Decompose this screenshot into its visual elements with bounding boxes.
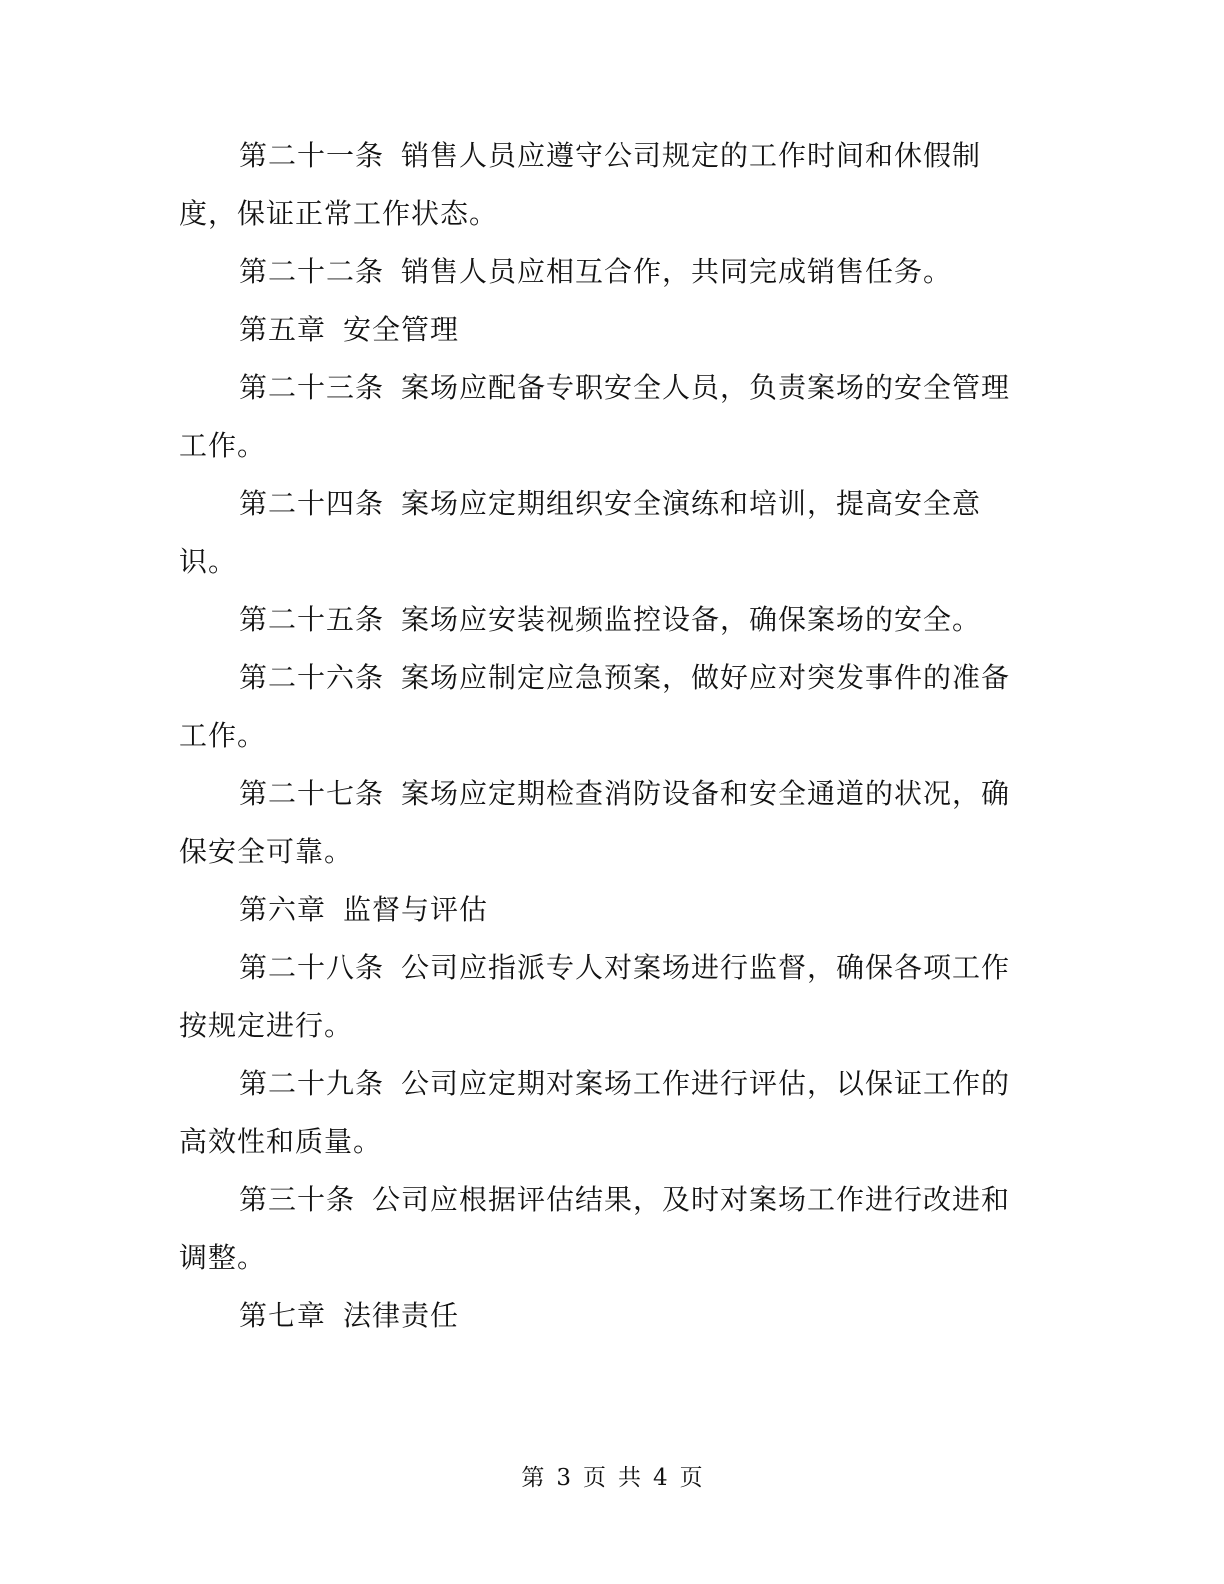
chapter-number: 第七章 bbox=[239, 1299, 327, 1332]
footer-prefix: 第 bbox=[521, 1465, 545, 1491]
page-footer bbox=[0, 1462, 1224, 1494]
paragraph-article-26 bbox=[179, 649, 1029, 765]
article-text: 案场应配备专职安全人员，负责案场的安全管理工作。 bbox=[179, 371, 1011, 462]
paragraph-article-28 bbox=[179, 939, 1029, 1055]
chapter-number: 第五章 bbox=[239, 313, 327, 346]
chapter-number: 第六章 bbox=[239, 893, 327, 926]
article-text: 公司应指派专人对案场进行监督，确保各项工作按规定进行。 bbox=[179, 951, 1011, 1042]
article-heading: 第二十六条 bbox=[239, 661, 385, 694]
article-heading: 第二十三条 bbox=[239, 371, 385, 404]
paragraph-article-23 bbox=[179, 359, 1029, 475]
article-text: 销售人员应相互合作，共同完成销售任务。 bbox=[401, 255, 953, 288]
paragraph-article-30 bbox=[179, 1171, 1029, 1287]
article-text: 案场应安装视频监控设备，确保案场的安全。 bbox=[401, 603, 982, 636]
article-heading: 第三十条 bbox=[239, 1183, 356, 1216]
document-body bbox=[179, 127, 1029, 1345]
footer-suffix: 页 bbox=[679, 1465, 703, 1491]
article-heading: 第二十四条 bbox=[239, 487, 385, 520]
article-text: 公司应定期对案场工作进行评估，以保证工作的高效性和质量。 bbox=[179, 1067, 1011, 1158]
chapter-heading-6 bbox=[179, 881, 1029, 939]
paragraph-article-29 bbox=[179, 1055, 1029, 1171]
chapter-title: 监督与评估 bbox=[343, 893, 489, 926]
paragraph-article-27 bbox=[179, 765, 1029, 881]
current-page-number: 3 bbox=[556, 1465, 571, 1491]
article-heading: 第二十一条 bbox=[239, 139, 385, 172]
article-heading: 第二十七条 bbox=[239, 777, 385, 810]
chapter-heading-5 bbox=[179, 301, 1029, 359]
article-text: 公司应根据评估结果，及时对案场工作进行改进和调整。 bbox=[179, 1183, 1011, 1274]
paragraph-article-25 bbox=[179, 591, 1029, 649]
footer-page-word: 页 bbox=[583, 1465, 606, 1491]
chapter-heading-7 bbox=[179, 1287, 1029, 1345]
article-heading: 第二十五条 bbox=[239, 603, 385, 636]
chapter-title: 法律责任 bbox=[343, 1299, 460, 1332]
article-text: 销售人员应遵守公司规定的工作时间和休假制度，保证正常工作状态。 bbox=[179, 139, 982, 230]
paragraph-article-22 bbox=[179, 243, 1029, 301]
article-heading: 第二十八条 bbox=[239, 951, 385, 984]
article-text: 案场应定期组织安全演练和培训，提高安全意识。 bbox=[179, 487, 982, 578]
footer-total-word: 共 bbox=[618, 1465, 641, 1491]
article-text: 案场应定期检查消防设备和安全通道的状况，确保安全可靠。 bbox=[179, 777, 1011, 868]
total-pages-number: 4 bbox=[653, 1465, 668, 1491]
article-heading: 第二十九条 bbox=[239, 1067, 385, 1100]
paragraph-article-24 bbox=[179, 475, 1029, 591]
chapter-title: 安全管理 bbox=[343, 313, 460, 346]
paragraph-article-21 bbox=[179, 127, 1029, 243]
article-heading: 第二十二条 bbox=[239, 255, 385, 288]
article-text: 案场应制定应急预案，做好应对突发事件的准备工作。 bbox=[179, 661, 1011, 752]
